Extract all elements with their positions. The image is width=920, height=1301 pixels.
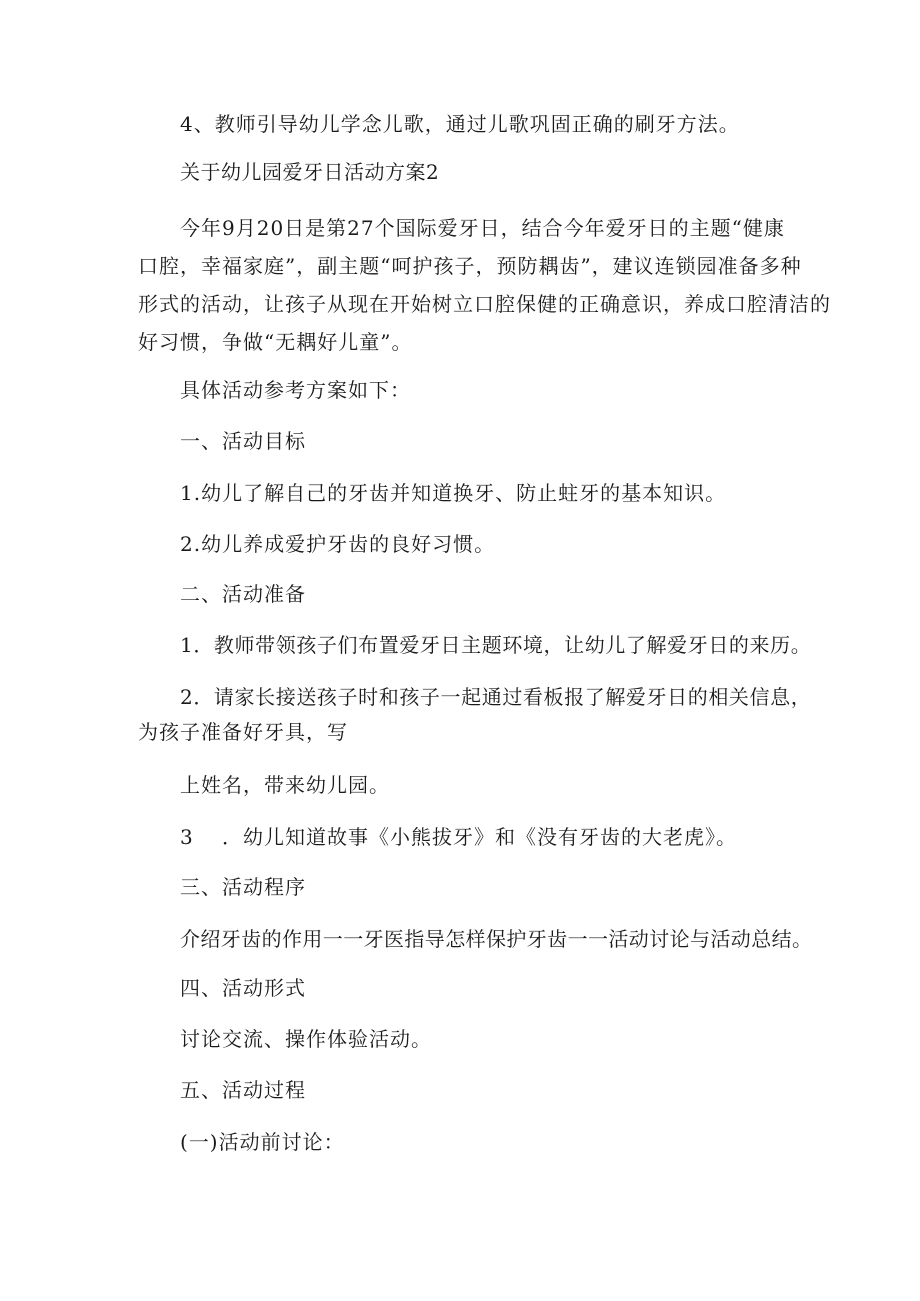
intro-line-2: 口腔，幸福家庭”，副主题“呵护孩子，预防耦齿”，建议连锁园准备多种	[138, 254, 802, 278]
prep-1: 1．教师带领孩子们布置爱牙日主题环境，让幼儿了解爱牙日的来历。	[180, 633, 812, 657]
prep-2-line-2: 为孩子准备好牙具，写	[138, 720, 348, 744]
intro-line-3: 形式的活动，让孩子从现在开始树立口腔保健的正确意识，养成口腔清洁的	[138, 292, 831, 316]
section-5-title: 五、活动过程	[180, 1078, 306, 1102]
intro-line-4: 好习惯，争做“无耦好儿童”。	[138, 330, 413, 354]
section-1-title: 一、活动目标	[180, 429, 306, 453]
subsection-1-title: (一)活动前讨论：	[180, 1130, 345, 1154]
section-4-title: 四、活动形式	[180, 976, 306, 1000]
intro-line-1: 今年9月20日是第27个国际爱牙日，结合今年爱牙日的主题“健康	[180, 216, 785, 240]
prep-3-number: 3	[180, 825, 194, 849]
form-text: 讨论交流、操作体验活动。	[180, 1027, 432, 1051]
heading-plan-2: 关于幼儿园爱牙日活动方案2	[180, 160, 440, 184]
procedure-text: 介绍牙齿的作用一一牙医指导怎样保护牙齿一一活动讨论与活动总结。	[180, 927, 813, 951]
goal-1: 1.幼儿了解自己的牙齿并知道换牙、防止蛀牙的基本知识。	[180, 481, 727, 505]
goal-2: 2.幼儿养成爱护牙齿的良好习惯。	[180, 532, 496, 556]
section-2-title: 二、活动准备	[180, 582, 306, 606]
intro-paragraph	[138, 209, 831, 361]
paragraph-step-4: 4、教师引导幼儿学念儿歌，通过儿歌巩固正确的刷牙方法。	[180, 112, 740, 136]
plan-intro: 具体活动参考方案如下：	[180, 378, 411, 402]
section-3-title: 三、活动程序	[180, 875, 306, 899]
prep-2-line-1: 2．请家长接送孩子时和孩子一起通过看板报了解爱牙日的相关信息，	[180, 685, 812, 709]
prep-2-line-3: 上姓名，带来幼儿园。	[180, 773, 390, 797]
prep-3-text: ．幼儿知道故事《小熊拔牙》和《没有牙齿的大老虎》。	[222, 825, 737, 849]
